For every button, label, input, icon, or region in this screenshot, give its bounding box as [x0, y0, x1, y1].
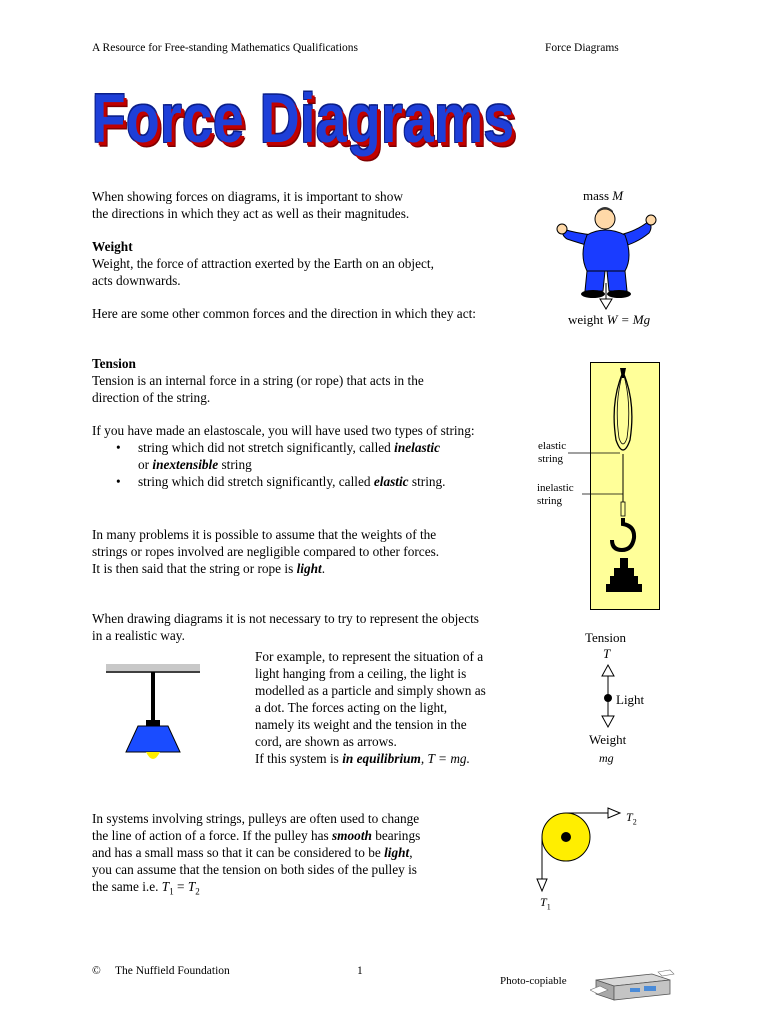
bullet-2-post: string.: [411, 474, 446, 489]
string-types: [92, 422, 475, 490]
pulley-line-3-pre: and has a small mass so that it can be considered to be: [92, 845, 381, 860]
t2-label-t: T: [626, 810, 633, 824]
example-line-3: modelled as a particle and simply shown as: [255, 683, 486, 698]
tension-line-1: Tension is an internal force in a string (or rope) that acts in the: [92, 373, 424, 388]
bullet-1-term: inelastic: [394, 440, 440, 455]
example-line-7: [255, 750, 486, 767]
string-list: [92, 439, 475, 490]
copyright-symbol: ©: [92, 965, 101, 977]
light-line-2: strings or ropes involved are negligible compared to other forces.: [92, 544, 440, 559]
light-strings-paragraph: [92, 526, 439, 577]
light-term: light: [296, 561, 322, 576]
elastic-label-1: elastic: [538, 440, 567, 452]
bullet-1-term-2: inextensible: [152, 457, 219, 472]
t2-label: [626, 810, 637, 826]
eq-equals: =: [173, 879, 188, 894]
eq-t2: T: [187, 879, 196, 894]
weight-eq-prefix: weight: [568, 312, 604, 327]
light-line-3-post: .: [321, 561, 326, 576]
light-line-3: [92, 560, 439, 577]
mg-label: mg: [599, 751, 614, 765]
t1-label-sub: 1: [546, 902, 551, 912]
photocopier-icon: [590, 966, 676, 1006]
pulley-line-5-pre: the same i.e.: [92, 879, 159, 894]
list-item: [92, 439, 475, 473]
pulley-line-3: [92, 844, 420, 861]
example-line-1: For example, to represent the situation of a: [255, 649, 484, 664]
mass-label-var: M: [612, 188, 624, 203]
elastic-label: [538, 440, 566, 466]
equilibrium-term: in equilibrium: [342, 751, 421, 766]
drawing-paragraph: [92, 610, 479, 644]
example-line-7-pre: If this system is: [255, 751, 339, 766]
intro-line-2: the directions in which they act as well as their magnitudes.: [92, 206, 410, 221]
tension-label: Tension: [585, 630, 626, 645]
weight-line-2: acts downwards.: [92, 273, 181, 288]
tension-line-2: direction of the string.: [92, 390, 211, 405]
weight-eq: W = Mg: [606, 312, 651, 327]
bullet-1-or: or: [138, 457, 150, 472]
weight-label: Weight: [589, 732, 627, 747]
ceiling-lamp-figure: [106, 662, 202, 768]
pulley-line-2-post: bearings: [375, 828, 421, 843]
eq-sub2: 2: [195, 886, 200, 897]
weight-heading: Weight: [92, 239, 133, 254]
inelastic-label-2: string: [537, 495, 563, 507]
light-line-1: In many problems it is possible to assume that the weights of the: [92, 527, 437, 542]
light-line-3-pre: It is then said that the string or rope is: [92, 561, 294, 576]
example-line-7-post: , T = mg.: [420, 751, 470, 766]
page-number: 1: [357, 965, 363, 977]
weight-section: [92, 238, 434, 289]
eq-t1: T: [161, 879, 170, 894]
example-line-6: cord, are shown as arrows.: [255, 734, 397, 749]
header-left: A Resource for Free-standing Mathematics Qualifications: [92, 42, 359, 54]
tension-symbol: T: [603, 646, 611, 661]
example-line-4: a dot. The forces acting on the light,: [255, 700, 448, 715]
other-forces-line: Here are some other common forces and the direction in which they act:: [92, 306, 476, 321]
bullet-2-term: elastic: [373, 474, 409, 489]
tension-heading: Tension: [92, 356, 136, 371]
elastic-label-2: string: [538, 453, 564, 465]
pulley-line-3-post: ,: [409, 845, 413, 860]
pulley-line-2-pre: the line of action of a force. If the pulley has: [92, 828, 329, 843]
tension-line-3: If you have made an elastoscale, you will have used two types of string:: [92, 423, 475, 438]
t1-label: [540, 895, 551, 911]
inelastic-label: [537, 482, 574, 508]
light-label: Light: [616, 692, 645, 707]
photocopiable-label: Photo-copiable: [500, 975, 567, 987]
pulley-line-5: [92, 878, 420, 901]
header-right: Force Diagrams: [545, 42, 619, 54]
example-line-5: namely its weight and the tension in the: [255, 717, 467, 732]
page-title: Force Diagrams: [92, 79, 515, 157]
pulleys-paragraph: [92, 810, 420, 901]
pulley-line-1: In systems involving strings, pulleys are often used to change: [92, 811, 420, 826]
leader-lines: [568, 440, 628, 500]
drawing-line-1: When drawing diagrams it is not necessary to try to represent the objects: [92, 611, 479, 626]
example-paragraph: [255, 648, 486, 767]
weight-equation-label: [568, 312, 650, 328]
t2-label-sub: 2: [632, 817, 637, 827]
pulley-line-2: [92, 827, 420, 844]
footer-org: The Nuffield Foundation: [115, 965, 230, 977]
inelastic-label-1: inelastic: [537, 482, 574, 494]
man-figure: [553, 205, 663, 313]
intro-paragraph: [92, 188, 409, 222]
pulley-figure: [532, 805, 632, 895]
list-item: [92, 473, 475, 490]
pulley-line-4: you can assume that the tension on both sides of the pulley is: [92, 862, 417, 877]
mass-label-text: mass: [583, 188, 609, 203]
mass-label: [583, 188, 623, 204]
weight-line-1: Weight, the force of attraction exerted by the Earth on an object,: [92, 256, 434, 271]
t1-label-t: T: [540, 895, 547, 909]
example-line-2: light hanging from a ceiling, the light is: [255, 666, 467, 681]
bullet-1-post: string: [221, 457, 252, 472]
tension-section: [92, 355, 424, 406]
drawing-line-2: in a realistic way.: [92, 628, 185, 643]
smooth-term: smooth: [332, 828, 372, 843]
bullet-1-text: string which did not stretch significantly, called: [138, 440, 391, 455]
bullet-2-text: string which did stretch significantly, called: [138, 474, 371, 489]
intro-line-1: When showing forces on diagrams, it is important to show: [92, 189, 403, 204]
eq-sub1: 1: [169, 886, 174, 897]
light-pulley-term: light: [384, 845, 410, 860]
